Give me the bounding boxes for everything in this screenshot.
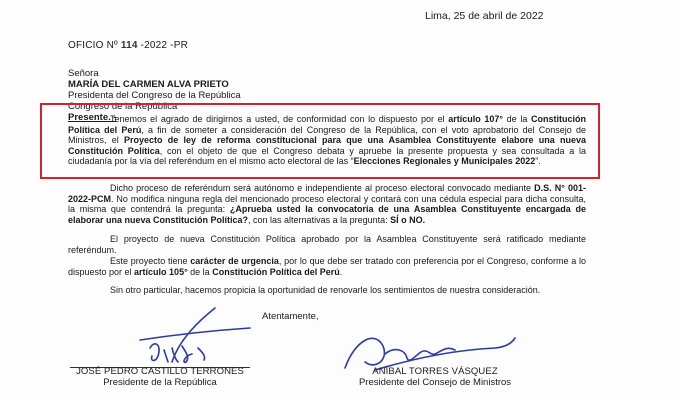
recipient-org: Congreso de la República [68,101,178,112]
p4-text-1: Este proyecto tiene [110,256,191,266]
p1-text-4: , con el objeto de que el Congreso debata y apruebe la presente propuesta y sea consultada a la ciudadanía por la vía del referéndum en el mismo acto electoral de las “ [68,145,586,167]
oficio-prefix: OFICIO Nº [68,40,118,51]
p4-text-4: . [339,266,343,277]
signatory-1 [60,366,260,388]
signatory-2-name: ANÍBAL TORRES VÁSQUEZ [372,366,498,377]
recipient-name: MARÍA DEL CARMEN ALVA PRIETO [68,79,229,90]
closing-text: Atentamente, [262,311,319,322]
paragraph-5 [68,285,586,296]
p4-bold-3: Constitución Política del Perú [212,266,340,277]
p3-text: El proyecto de nueva Constitución Política aprobado por la Asamblea Constituyente será ratificado mediante referéndum. [68,234,586,255]
p1-text-2: de la [503,114,531,124]
p4-bold-2: artículo 105° [134,266,188,277]
p2-text-3: , con las alternativas a la pregunta: [248,214,391,225]
oficio-number: 114 [120,40,138,51]
paragraph-2 [68,183,586,225]
p4-text-2: , por lo que debe ser tratado con preferencia por el Congreso, conforme a lo dispuesto por el [68,256,587,277]
paragraph-4 [68,256,586,277]
recipient-role: Presidenta del Congreso de la República [68,90,241,101]
highlight-box [40,103,600,179]
p1-text-5: ”. [535,156,541,167]
p2-bold-3: SÍ o NO. [390,214,426,225]
p2-bold-2: ¿Aprueba usted la convocatoria de una Asamblea Constituyente encargada de elaborar una nueva Constitución Política? [68,204,586,225]
p1-bold-2: Constitución Política del Perú [68,114,586,135]
p2-bold-1: D.S. N° 001-2022-PCM [68,183,587,204]
oficio-suffix: -2022 -PR [140,40,188,51]
oficio-reference [68,40,188,51]
presente-label: Presente. - [68,112,117,123]
p5-text: Sin otro particular, hacemos propicia la oportunidad de renovarle los sentimientos de nuestra consideración. [110,285,541,295]
p2-text-2: . No modifica ninguna regla del mencionado proceso electoral y contará con una cédula especial para dicha consulta, la misma que contendrá la pregunta: [68,193,586,215]
p1-bold-4: Elecciones Regionales y Municipales 2022 [353,156,536,167]
p4-text-3: de la [187,266,213,277]
paragraph-3 [68,234,586,255]
p1-bold-3: Proyecto de ley de reforma constitucional para que una Asamblea Constituyente elabore una nueva Constitución Política [68,135,586,156]
p2-text-1: Dicho proceso de referéndum será autónomo e independiente al proceso electoral convocado mediante [110,183,535,193]
p1-bold-1: artículo 107° [448,114,504,124]
p1-text-1: Tenemos el agrado de dirigirnos a usted, de conformidad con lo dispuesto por el [110,114,449,124]
salutation: Señora [68,68,99,79]
signatory-2 [335,366,535,388]
signatory-1-title: Presidente de la República [103,377,217,388]
p1-text-3: , a fin de someter a consideración del Congreso de la República, con el voto aprobatorio del Consejo de Ministros, el [68,124,586,146]
p4-bold-1: carácter de urgencia [190,256,279,266]
letter-date: Lima, 25 de abril de 2022 [425,10,544,22]
signature-castillo [120,300,270,370]
signatory-2-title: Presidente del Consejo de Ministros [358,377,512,388]
signatory-1-name: JOSÉ PEDRO CASTILLO TERRONES [76,366,244,377]
